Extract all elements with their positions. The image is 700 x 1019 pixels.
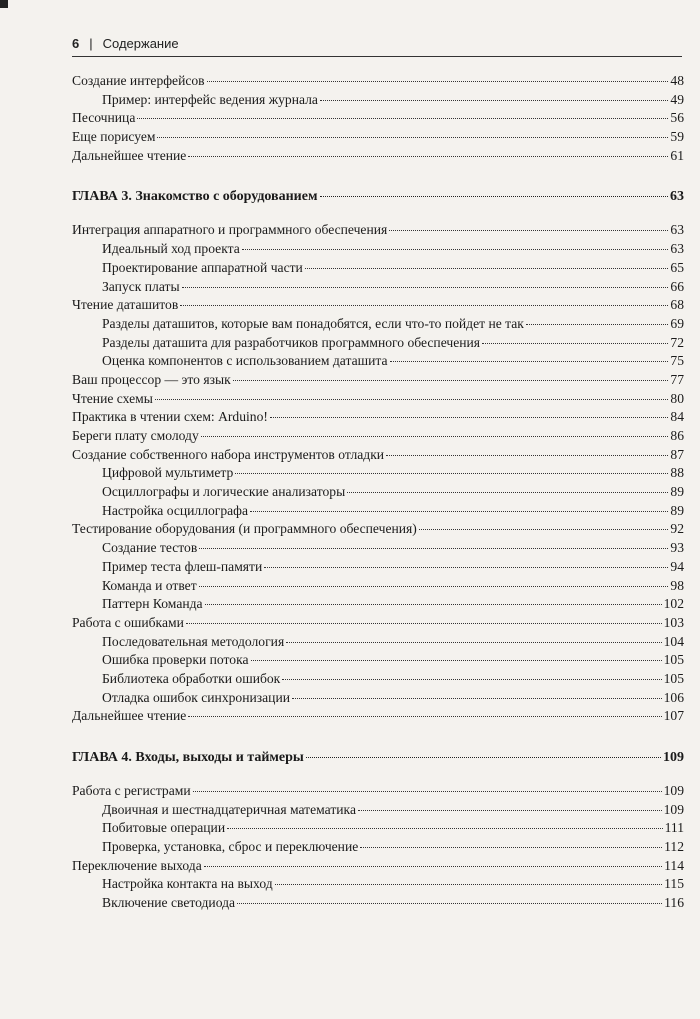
- dot-leader: [182, 287, 669, 288]
- toc-subentry[interactable]: [72, 278, 684, 297]
- dot-leader: [137, 118, 668, 119]
- toc-title: Паттерн Команда: [102, 596, 203, 612]
- dot-leader: [275, 884, 662, 885]
- toc-entry[interactable]: [72, 520, 684, 539]
- toc-entry[interactable]: [72, 128, 684, 147]
- dot-leader: [201, 436, 669, 437]
- toc-title: Библиотека обработки ошибок: [102, 670, 281, 686]
- toc-title: Переключение выхода: [72, 857, 202, 873]
- toc-subentry[interactable]: [72, 819, 684, 838]
- toc-page-number: 106: [663, 689, 684, 705]
- toc-entry[interactable]: [72, 221, 684, 240]
- toc-subentry[interactable]: [72, 651, 684, 670]
- dot-leader: [199, 586, 669, 587]
- toc-page-number: 59: [670, 129, 684, 145]
- toc-page-number: 80: [670, 390, 684, 406]
- toc-page-number: 77: [670, 371, 684, 387]
- toc-title: Береги плату смолоду: [72, 428, 199, 443]
- dot-leader: [207, 81, 669, 82]
- dot-leader: [282, 679, 661, 680]
- toc-entry[interactable]: [72, 390, 684, 409]
- dot-leader: [419, 529, 669, 530]
- dot-leader: [286, 642, 661, 643]
- toc-subentry[interactable]: [72, 670, 684, 689]
- toc-title: Разделы даташитов, которые вам понадобятся, если что-то пойдет не так: [102, 315, 524, 331]
- toc-page-number: 105: [663, 652, 684, 668]
- toc-page-number: 63: [670, 222, 684, 238]
- toc-title: Команда и ответ: [102, 577, 197, 593]
- toc-page-number: 48: [670, 73, 684, 88]
- toc-page-number: 89: [670, 484, 684, 500]
- dot-leader: [199, 548, 668, 549]
- toc-subentry[interactable]: [72, 539, 684, 558]
- toc-title: Дальнейшее чтение: [72, 147, 187, 163]
- toc-title: Побитовые операции: [102, 820, 226, 836]
- toc-title: Работа с ошибками: [72, 614, 184, 630]
- dot-leader: [390, 361, 669, 362]
- toc-title: Запуск платы: [102, 278, 180, 294]
- toc-subentry[interactable]: [72, 502, 684, 521]
- toc-page-number: 114: [664, 857, 684, 873]
- toc-title: Двоичная и шестнадцатеричная математика: [102, 801, 356, 817]
- running-head: [72, 36, 179, 51]
- toc-entry[interactable]: [72, 857, 684, 876]
- dot-leader: [386, 455, 668, 456]
- dot-leader: [292, 698, 662, 699]
- toc-title: Проверка, установка, сброс и переключение: [102, 839, 359, 855]
- toc-subentry[interactable]: [72, 91, 684, 110]
- toc-title: ГЛАВА 3. Знакомство с оборудованием: [72, 189, 318, 205]
- toc-page-number: 104: [663, 633, 684, 649]
- toc-entry[interactable]: [72, 371, 684, 390]
- dot-leader: [204, 866, 662, 867]
- header-rule: [72, 56, 682, 57]
- toc-title: Цифровой мультиметр: [102, 465, 234, 481]
- toc-entry[interactable]: [72, 446, 684, 465]
- toc-title: Последовательная методология: [102, 633, 285, 649]
- dot-leader: [526, 324, 669, 325]
- toc-page-number: 61: [670, 147, 684, 163]
- toc-entry[interactable]: [72, 427, 684, 446]
- dot-leader: [186, 623, 662, 624]
- toc-page-number: 111: [664, 820, 684, 836]
- toc-page-number: 109: [663, 750, 684, 765]
- toc-entry[interactable]: [72, 614, 684, 633]
- dot-leader: [482, 343, 668, 344]
- toc-page-number: 109: [663, 783, 684, 798]
- toc-page-number: 63: [670, 189, 684, 205]
- toc-subentry[interactable]: [72, 483, 684, 502]
- toc-page-number: 92: [670, 521, 684, 537]
- toc-page-number: 69: [670, 315, 684, 331]
- toc-title: Включение светодиода: [102, 895, 236, 911]
- toc-page-number: 102: [663, 596, 684, 612]
- dot-leader: [320, 100, 668, 101]
- toc-page-number: 94: [670, 558, 684, 574]
- toc-title: Дальнейшее чтение: [72, 708, 187, 724]
- dot-leader: [227, 828, 663, 829]
- table-of-contents: [72, 72, 684, 913]
- toc-title: Пример: интерфейс ведения журнала: [102, 91, 318, 107]
- toc-title: Чтение даташитов: [72, 297, 179, 313]
- toc-page-number: 68: [670, 297, 684, 313]
- toc-title: Создание тестов: [102, 540, 198, 556]
- toc-page-number: 66: [670, 278, 684, 294]
- toc-title: Идеальный ход проекта: [102, 241, 240, 257]
- toc-subentry[interactable]: [72, 838, 684, 857]
- dot-leader: [188, 716, 661, 717]
- dot-leader: [188, 156, 668, 157]
- dot-leader: [235, 473, 668, 474]
- toc-subentry[interactable]: [72, 801, 684, 820]
- toc-title: Разделы даташита для разработчиков программного обеспечения: [102, 334, 481, 350]
- toc-page-number: 75: [670, 353, 684, 369]
- page-number: 6: [72, 36, 80, 51]
- toc-page-number: 116: [664, 895, 684, 911]
- toc-chapter[interactable]: [72, 187, 684, 207]
- toc-subentry[interactable]: [72, 577, 684, 596]
- toc-page-number: 65: [670, 259, 684, 275]
- toc-page-number: 98: [670, 577, 684, 593]
- dot-leader: [270, 417, 668, 418]
- toc-title: Еще порисуем: [72, 129, 156, 145]
- dot-leader: [305, 268, 669, 269]
- toc-title: Чтение схемы: [72, 390, 153, 406]
- toc-page-number: 109: [663, 801, 684, 817]
- dot-leader: [347, 492, 668, 493]
- toc-subentry[interactable]: [72, 315, 684, 334]
- toc-title: Отладка ошибок синхронизации: [102, 689, 290, 705]
- dot-leader: [193, 791, 662, 792]
- section-title: Содержание: [102, 36, 179, 51]
- toc-title: Интеграция аппаратного и программного обеспечения: [72, 222, 388, 238]
- toc-title: Ваш процессор — это язык: [72, 371, 231, 387]
- toc-page-number: 89: [670, 502, 684, 518]
- toc-page-number: 49: [670, 91, 684, 107]
- toc-title: Создание интерфейсов: [72, 73, 205, 88]
- dot-leader: [251, 660, 662, 661]
- toc-title: Настройка осциллографа: [102, 502, 249, 518]
- dot-leader: [157, 137, 668, 138]
- toc-subentry[interactable]: [72, 689, 684, 708]
- dot-leader: [358, 810, 662, 811]
- dot-leader: [389, 230, 668, 231]
- dot-leader: [242, 249, 669, 250]
- toc-page-number: 86: [670, 428, 684, 443]
- toc-title: Песочница: [72, 110, 136, 126]
- toc-page-number: 103: [663, 614, 684, 630]
- toc-entry[interactable]: [72, 408, 684, 427]
- toc-title: Оценка компонентов с использованием даташита: [102, 353, 388, 369]
- toc-page-number: 93: [670, 540, 684, 556]
- dot-leader: [360, 847, 662, 848]
- toc-title: Тестирование оборудования (и программного обеспечения): [72, 521, 417, 537]
- toc-page-number: 84: [670, 409, 684, 425]
- toc-page-number: 87: [670, 446, 684, 462]
- toc-title: Работа с регистрами: [72, 783, 191, 798]
- header-separator: |: [89, 36, 93, 51]
- dot-leader: [155, 399, 669, 400]
- corner-mark: [0, 0, 8, 8]
- toc-subentry[interactable]: [72, 352, 684, 371]
- toc-entry[interactable]: [72, 707, 684, 726]
- toc-title: Практика в чтении схем: Arduino!: [72, 409, 268, 425]
- toc-subentry[interactable]: [72, 894, 684, 913]
- toc-entry[interactable]: [72, 147, 684, 166]
- toc-entry[interactable]: [72, 72, 684, 91]
- dot-leader: [306, 757, 661, 758]
- toc-title: Ошибка проверки потока: [102, 652, 249, 668]
- toc-title: Проектирование аппаратной части: [102, 259, 303, 275]
- toc-title: Создание собственного набора инструментов отладки: [72, 446, 385, 462]
- toc-page-number: 56: [670, 110, 684, 126]
- dot-leader: [180, 305, 668, 306]
- toc-title: Пример теста флеш-памяти: [102, 558, 263, 574]
- toc-page-number: 115: [664, 876, 684, 892]
- dot-leader: [250, 511, 668, 512]
- toc-subentry[interactable]: [72, 259, 684, 278]
- toc-subentry[interactable]: [72, 633, 684, 652]
- dot-leader: [237, 903, 662, 904]
- toc-entry[interactable]: [72, 109, 684, 128]
- dot-leader: [264, 567, 668, 568]
- toc-page-number: 63: [670, 241, 684, 257]
- toc-page-number: 107: [663, 708, 684, 724]
- toc-title: Настройка контакта на выход: [102, 876, 273, 892]
- toc-entry[interactable]: [72, 296, 684, 315]
- toc-title: Осциллографы и логические анализаторы: [102, 484, 346, 500]
- toc-subentry[interactable]: [72, 558, 684, 577]
- dot-leader: [233, 380, 669, 381]
- toc-subentry[interactable]: [72, 240, 684, 259]
- toc-entry[interactable]: [72, 782, 684, 801]
- toc-subentry[interactable]: [72, 875, 684, 894]
- toc-page-number: 88: [670, 465, 684, 481]
- dot-leader: [320, 196, 669, 197]
- toc-subentry[interactable]: [72, 595, 684, 614]
- dot-leader: [205, 604, 662, 605]
- toc-chapter[interactable]: [72, 748, 684, 768]
- toc-page-number: 72: [670, 334, 684, 350]
- toc-title: ГЛАВА 4. Входы, выходы и таймеры: [72, 750, 304, 765]
- toc-page-number: 112: [664, 839, 684, 855]
- toc-subentry[interactable]: [72, 334, 684, 353]
- toc-page-number: 105: [663, 670, 684, 686]
- toc-subentry[interactable]: [72, 464, 684, 483]
